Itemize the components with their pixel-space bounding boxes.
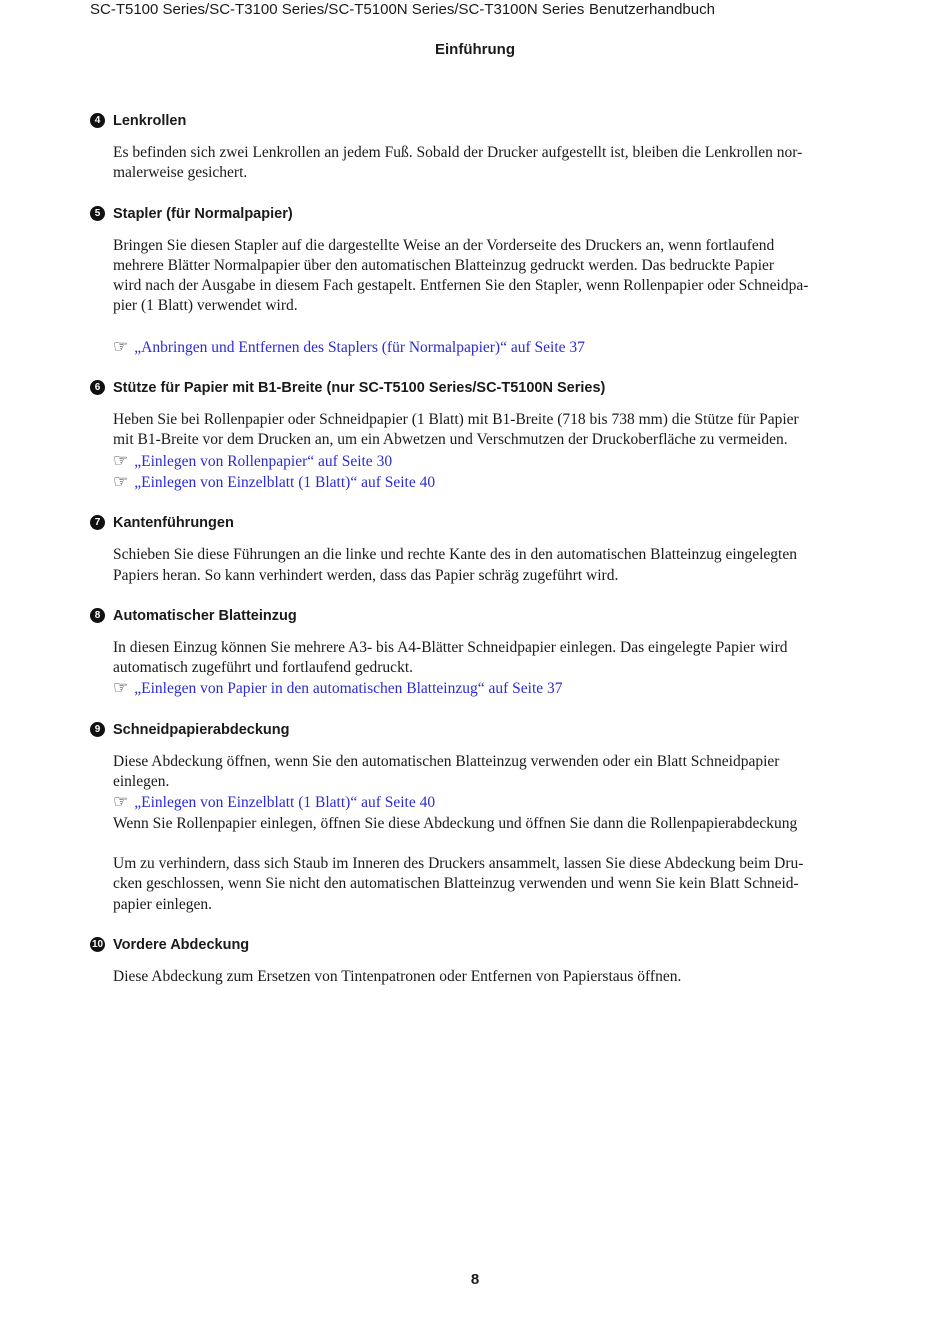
body-line: wird nach der Ausgabe in diesem Fach gestapelt. Entfernen Sie den Stapler, wenn Rollenpapier oder Schneidpa- bbox=[113, 277, 809, 295]
item-body bbox=[90, 236, 860, 358]
callout-number: 7 bbox=[90, 515, 105, 530]
body-line: Bringen Sie diesen Stapler auf die dargestellte Weise an der Vorderseite des Druckers an, wenn fortlaufend bbox=[113, 236, 775, 254]
body-line: In diesen Einzug können Sie mehrere A3- bis A4-Blätter Schneidpapier einlegen. Das eingelegte Papier wird bbox=[113, 638, 788, 656]
cross-reference-link[interactable]: ☞ „Einlegen von Einzelblatt (1 Blatt)“ auf Seite 40 bbox=[113, 471, 436, 491]
product-name: SC-T5100 Series/SC-T3100 Series/SC-T5100N Series/SC-T3100N Series bbox=[90, 1, 585, 18]
item-title: Stapler (für Normalpapier) bbox=[113, 205, 293, 222]
body-line: automatisch zugeführt und fortlaufend gedruckt. bbox=[113, 659, 413, 677]
body-line: Diese Abdeckung zum Ersetzen von Tintenpatronen oder Entfernen von Papierstaus öffnen. bbox=[113, 967, 682, 985]
pointing-hand-icon: ☞ bbox=[113, 336, 129, 356]
item-title: Stütze für Papier mit B1-Breite (nur SC-T5100 Series/SC-T5100N Series) bbox=[113, 380, 606, 397]
callout-number: 10 bbox=[91, 938, 104, 950]
page-header bbox=[0, 0, 950, 24]
item-body bbox=[90, 545, 860, 586]
body-line: malerweise gesichert. bbox=[113, 164, 248, 182]
callout-number: 4 bbox=[90, 113, 105, 128]
body-line: mit B1-Breite vor dem Drucken an, um ein Abwetzen und Verschmutzen der Druckoberfläche zu vermeiden. bbox=[113, 431, 788, 449]
callout-number: 6 bbox=[90, 380, 105, 395]
cross-reference-link[interactable]: ☞ „Einlegen von Papier in den automatischen Blatteinzug“ auf Seite 37 bbox=[113, 678, 563, 698]
body-line: papier einlegen. bbox=[113, 895, 212, 913]
item-stapler bbox=[90, 204, 860, 358]
pointing-hand-icon: ☞ bbox=[113, 471, 129, 491]
body-line: mehrere Blätter Normalpapier über den automatischen Blatteinzug gedruckt werden. Das bedruckte Papier bbox=[113, 256, 775, 274]
callout-number: 5 bbox=[90, 206, 105, 221]
callout-number: 8 bbox=[90, 608, 105, 623]
callout-number: 9 bbox=[90, 722, 105, 737]
cross-reference-link[interactable]: ☞ „Einlegen von Einzelblatt (1 Blatt)“ auf Seite 40 bbox=[113, 792, 436, 812]
item-body bbox=[90, 752, 860, 915]
item-title: Lenkrollen bbox=[113, 113, 187, 129]
body-line: Um zu verhindern, dass sich Staub im Inneren des Druckers ansammelt, lassen Sie diese Abdeckung beim Dru- bbox=[113, 854, 804, 872]
body-line: Schieben Sie diese Führungen an die linke und rechte Kante des in den automatischen Blatteinzug eingelegten bbox=[113, 546, 797, 564]
item-body bbox=[90, 143, 860, 184]
body-line: Papiers heran. So kann verhindert werden, dass das Papier schräg zugeführt wird. bbox=[113, 566, 619, 584]
item-body bbox=[90, 410, 860, 493]
body-line: pier (1 Blatt) verwendet wird. bbox=[113, 297, 298, 315]
body-line: Wenn Sie Rollenpapier einlegen, öffnen Sie diese Abdeckung und öffnen Sie dann die Rollenpapierabdeckung bbox=[113, 814, 798, 832]
item-title: Schneidpapierabdeckung bbox=[113, 721, 290, 738]
item-body bbox=[90, 638, 860, 700]
item-auto-sheet-feeder bbox=[90, 606, 860, 700]
chapter-title: Einführung bbox=[435, 41, 515, 58]
item-title: Kantenführungen bbox=[113, 515, 234, 532]
item-title: Automatischer Blatteinzug bbox=[113, 607, 297, 624]
item-cut-sheet-cover bbox=[90, 720, 860, 915]
item-body bbox=[90, 967, 860, 987]
cross-reference-link[interactable]: ☞ „Anbringen und Entfernen des Staplers (für Normalpapier)“ auf Seite 37 bbox=[113, 336, 585, 356]
pointing-hand-icon: ☞ bbox=[113, 450, 129, 470]
main-content bbox=[90, 111, 860, 999]
manual-title: Benutzerhandbuch bbox=[589, 1, 715, 18]
body-line: Diese Abdeckung öffnen, wenn Sie den automatischen Blatteinzug verwenden oder ein Blatt Schneidpapier bbox=[113, 752, 780, 770]
body-line: einlegen. bbox=[113, 773, 170, 791]
pointing-hand-icon: ☞ bbox=[113, 678, 129, 698]
body-line: Heben Sie bei Rollenpapier oder Schneidpapier (1 Blatt) mit B1-Breite (718 bis 738 mm) die Stütze für Papier bbox=[113, 411, 799, 429]
body-line: Es befinden sich zwei Lenkrollen an jedem Fuß. Sobald der Drucker aufgestellt ist, bleiben die Lenkrollen nor- bbox=[113, 144, 803, 161]
cross-reference-link[interactable]: ☞ „Einlegen von Rollenpapier“ auf Seite 30 bbox=[113, 450, 393, 470]
item-b1-support bbox=[90, 378, 860, 493]
item-edge-guides bbox=[90, 513, 860, 586]
item-front-cover bbox=[90, 935, 860, 987]
item-lenkrollen bbox=[90, 111, 860, 184]
pointing-hand-icon: ☞ bbox=[113, 792, 129, 812]
item-title: Vordere Abdeckung bbox=[113, 936, 250, 953]
body-line: cken geschlossen, wenn Sie nicht den automatischen Blatteinzug verwenden und wenn Sie kein Blatt Schneid- bbox=[113, 875, 799, 893]
page-number: 8 bbox=[470, 1271, 480, 1288]
